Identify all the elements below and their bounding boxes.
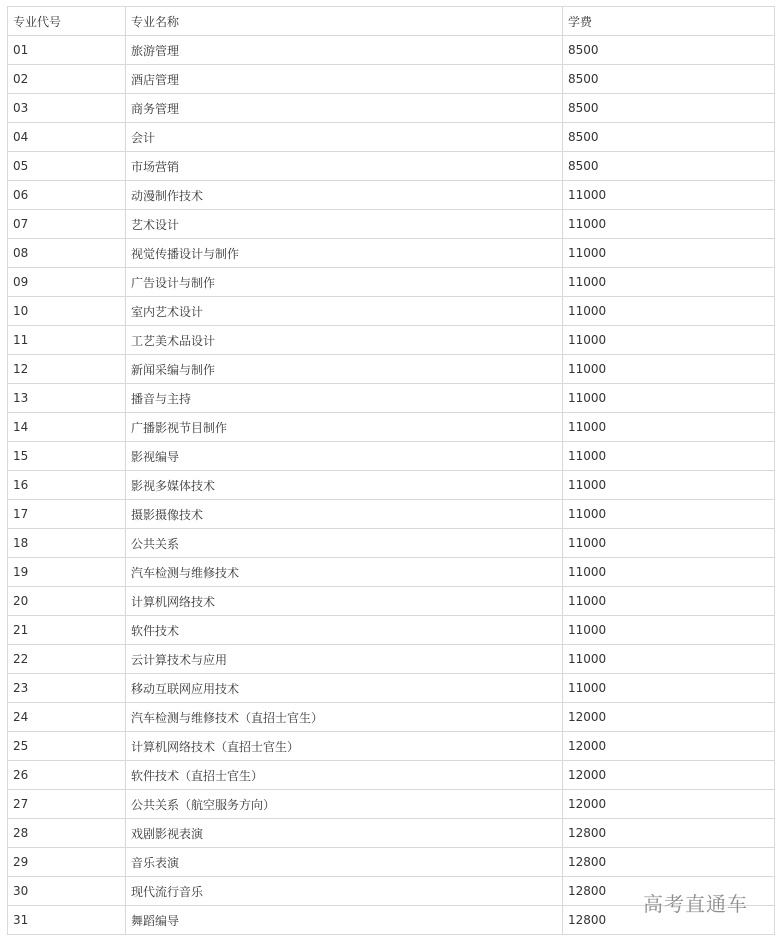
cell-major-code: 25 [8,732,126,761]
cell-major-code: 16 [8,471,126,500]
cell-tuition: 12800 [563,819,775,848]
cell-major-name: 新闻采编与制作 [126,355,563,384]
table-row [8,123,775,152]
table-row [8,674,775,703]
cell-major-code: 18 [8,529,126,558]
cell-major-name: 摄影摄像技术 [126,500,563,529]
table-row [8,210,775,239]
cell-major-name: 室内艺术设计 [126,297,563,326]
cell-major-code: 17 [8,500,126,529]
cell-tuition: 11000 [563,268,775,297]
table-row [8,239,775,268]
cell-major-name: 现代流行音乐 [126,877,563,906]
cell-major-code: 31 [8,906,126,935]
cell-major-name: 计算机网络技术（直招士官生） [126,732,563,761]
cell-major-name: 云计算技术与应用 [126,645,563,674]
cell-major-name: 酒店管理 [126,65,563,94]
cell-tuition: 11000 [563,616,775,645]
cell-major-code: 14 [8,413,126,442]
cell-tuition: 12800 [563,877,775,906]
cell-major-code: 21 [8,616,126,645]
table-row [8,645,775,674]
cell-major-name: 艺术设计 [126,210,563,239]
table-row [8,384,775,413]
header-tuition: 学费 [563,7,775,36]
cell-major-code: 27 [8,790,126,819]
cell-major-code: 07 [8,210,126,239]
cell-tuition: 12800 [563,906,775,935]
cell-tuition: 8500 [563,36,775,65]
cell-major-code: 06 [8,181,126,210]
cell-major-code: 02 [8,65,126,94]
cell-major-name: 广告设计与制作 [126,268,563,297]
cell-tuition: 12000 [563,790,775,819]
cell-tuition: 11000 [563,355,775,384]
cell-major-name: 旅游管理 [126,36,563,65]
cell-major-name: 软件技术 [126,616,563,645]
table-row [8,819,775,848]
cell-major-code: 04 [8,123,126,152]
cell-tuition: 11000 [563,558,775,587]
cell-tuition: 11000 [563,442,775,471]
table-row [8,471,775,500]
cell-tuition: 11000 [563,181,775,210]
table-row [8,181,775,210]
table-row [8,529,775,558]
cell-major-code: 19 [8,558,126,587]
table-row [8,587,775,616]
cell-major-name: 汽车检测与维修技术（直招士官生） [126,703,563,732]
cell-tuition: 11000 [563,471,775,500]
cell-major-code: 11 [8,326,126,355]
table-row [8,355,775,384]
cell-major-name: 会计 [126,123,563,152]
cell-major-name: 播音与主持 [126,384,563,413]
cell-major-code: 20 [8,587,126,616]
cell-major-name: 影视编导 [126,442,563,471]
cell-tuition: 8500 [563,152,775,181]
cell-major-code: 13 [8,384,126,413]
table-row [8,94,775,123]
table-row [8,761,775,790]
cell-tuition: 11000 [563,239,775,268]
table-row [8,790,775,819]
cell-major-name: 影视多媒体技术 [126,471,563,500]
cell-tuition: 12000 [563,732,775,761]
cell-tuition: 8500 [563,65,775,94]
header-major-name: 专业名称 [126,7,563,36]
tuition-table-body [8,7,775,935]
table-row [8,442,775,471]
cell-major-code: 09 [8,268,126,297]
cell-major-name: 市场营销 [126,152,563,181]
table-row [8,848,775,877]
table-row [8,500,775,529]
header-major-code: 专业代号 [8,7,126,36]
cell-major-name: 音乐表演 [126,848,563,877]
cell-tuition: 11000 [563,645,775,674]
table-row [8,65,775,94]
table-row [8,558,775,587]
table-row [8,732,775,761]
cell-major-code: 29 [8,848,126,877]
cell-major-name: 移动互联网应用技术 [126,674,563,703]
cell-major-code: 30 [8,877,126,906]
table-row [8,703,775,732]
cell-major-code: 22 [8,645,126,674]
cell-major-code: 26 [8,761,126,790]
table-row [8,268,775,297]
table-row [8,413,775,442]
cell-major-code: 05 [8,152,126,181]
cell-major-name: 戏剧影视表演 [126,819,563,848]
cell-major-code: 15 [8,442,126,471]
cell-major-name: 计算机网络技术 [126,587,563,616]
cell-tuition: 8500 [563,94,775,123]
table-row [8,616,775,645]
cell-major-name: 广播影视节目制作 [126,413,563,442]
cell-major-code: 23 [8,674,126,703]
cell-tuition: 11000 [563,413,775,442]
cell-major-name: 工艺美术品设计 [126,326,563,355]
table-header-row [8,7,775,36]
cell-tuition: 11000 [563,384,775,413]
cell-major-code: 28 [8,819,126,848]
cell-major-name: 公共关系（航空服务方向） [126,790,563,819]
cell-major-name: 汽车检测与维修技术 [126,558,563,587]
cell-tuition: 11000 [563,674,775,703]
cell-tuition: 11000 [563,297,775,326]
cell-tuition: 11000 [563,587,775,616]
cell-tuition: 8500 [563,123,775,152]
table-row [8,152,775,181]
cell-tuition: 11000 [563,326,775,355]
cell-tuition: 12000 [563,703,775,732]
cell-tuition: 12000 [563,761,775,790]
cell-major-code: 08 [8,239,126,268]
cell-major-code: 12 [8,355,126,384]
table-row [8,326,775,355]
cell-major-code: 24 [8,703,126,732]
cell-major-name: 舞蹈编导 [126,906,563,935]
cell-major-name: 商务管理 [126,94,563,123]
cell-major-name: 公共关系 [126,529,563,558]
cell-tuition: 11000 [563,500,775,529]
watermark-text: 高考直通车 [643,892,748,916]
table-row [8,297,775,326]
tuition-table [7,6,775,935]
cell-major-code: 01 [8,36,126,65]
cell-major-name: 动漫制作技术 [126,181,563,210]
cell-major-name: 视觉传播设计与制作 [126,239,563,268]
cell-major-code: 10 [8,297,126,326]
cell-tuition: 11000 [563,529,775,558]
cell-tuition: 11000 [563,210,775,239]
cell-major-name: 软件技术（直招士官生） [126,761,563,790]
cell-tuition: 12800 [563,848,775,877]
cell-major-code: 03 [8,94,126,123]
table-row [8,36,775,65]
